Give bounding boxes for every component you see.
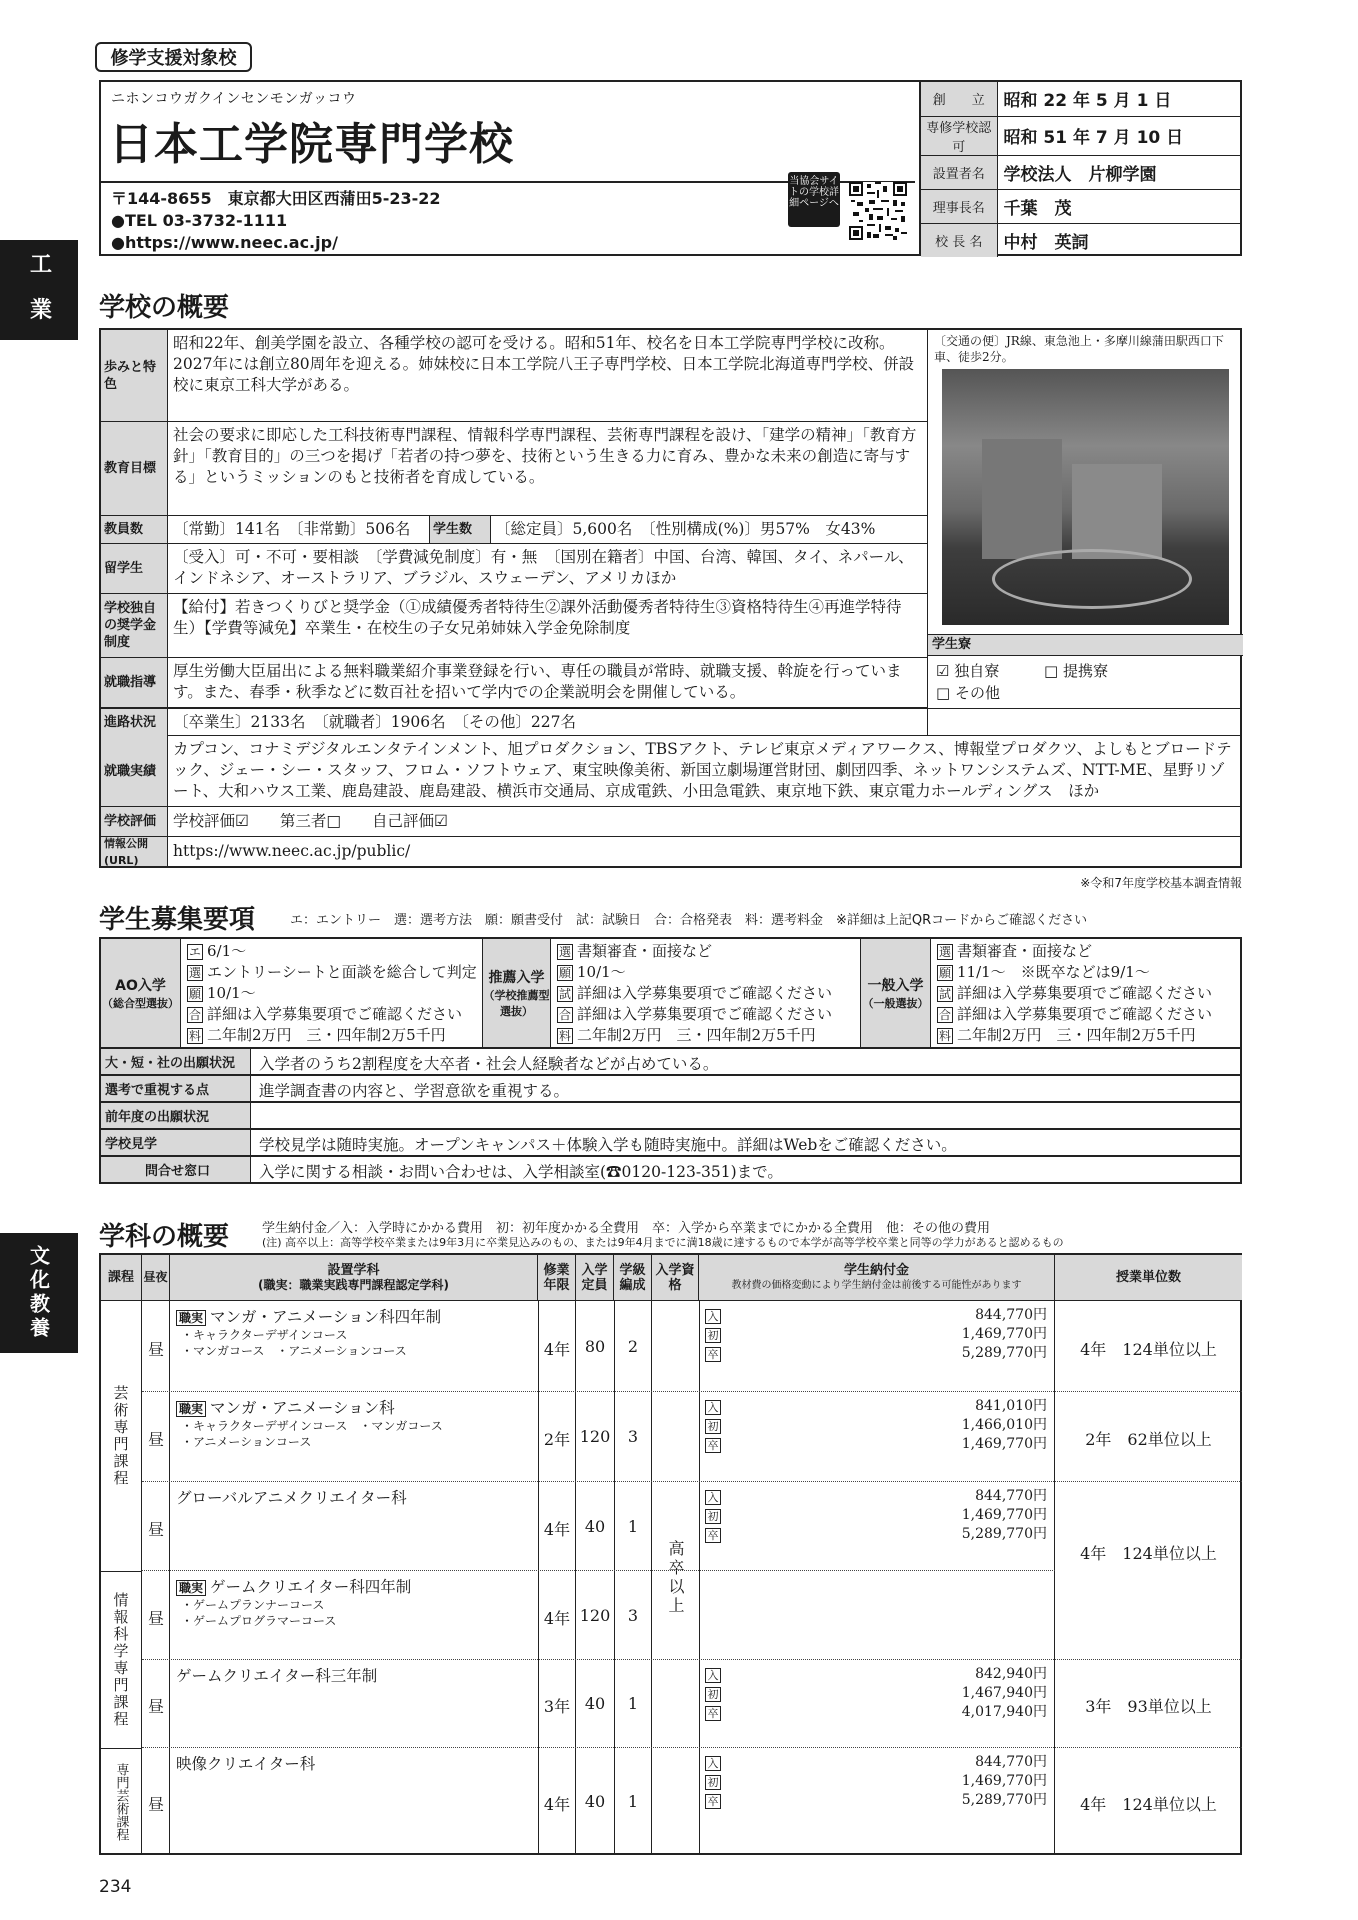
suisen-head (483, 939, 551, 1047)
fee-key-badge: 卒 (705, 1794, 721, 1809)
fee-value: 5,289,770円 (961, 1792, 1047, 1808)
departments-table (99, 1253, 1242, 1855)
recruit-row-label: 学校見学 (101, 1130, 251, 1155)
text-goal: 社会の要求に即応した工科技術専門課程、情報科学専門課程、芸術専門課程を設け、「建学の精神」「教育方針」「教育目的」の三つを掲げ「若者の持つ夢を、技術という生きる力に育み、豊かな未来の創造に寄与する」というミッションのもと技術者を育成している。 (173, 426, 917, 486)
label-goal: 教育目標 (101, 422, 168, 515)
text-students: 〔総定員〕5,600名 〔性別構成(%)〕男57% 女43% (495, 520, 876, 538)
overview-row-path (101, 708, 1242, 736)
recruit-line (937, 983, 1212, 1004)
recruit-row-label: 問合せ窓口 (101, 1157, 251, 1182)
time-cell: 昼 (147, 1430, 164, 1449)
fee-value: 844,770円 (975, 1754, 1047, 1770)
fee-value: 4,017,940円 (961, 1704, 1047, 1720)
ao-title: AO入学 (115, 978, 166, 994)
dept-name (176, 1486, 536, 1508)
recruit-line-text: 詳細は入学募集要項でご確認ください (957, 1005, 1213, 1023)
time-cell: 昼 (147, 1697, 164, 1716)
fee-key-badge: 入 (705, 1490, 721, 1505)
capacity-cell: 120 (579, 1606, 611, 1625)
info-chairman: 千葉 茂 (997, 189, 1242, 223)
fee-key-badge: 入 (705, 1668, 721, 1683)
col-course: 課程 (101, 1255, 142, 1301)
fee-value: 1,469,770円 (961, 1436, 1047, 1452)
dept-name-text: ゲームクリエイター科四年制 (210, 1578, 412, 1596)
recruit-line (557, 1004, 832, 1025)
suisen-body (551, 939, 861, 1047)
label-disclose: 情報公開(URL) (101, 837, 168, 866)
col-cls: 学級編成 (614, 1255, 652, 1301)
recruit-row-text: 学校見学は随時実施。オープンキャンパス＋体験入学も随時実施中。詳細はWebをご確認ください。 (259, 1136, 957, 1154)
department-row (101, 1392, 1242, 1482)
recruit-grid (99, 937, 1242, 1049)
text-scholarship: 【給付】若きつくりびと奨学金（①成績優秀者特待生②課外活動優秀者特待生③資格特待生④再進学特待生）【学費等減免】卒業生・在校生の子女兄弟姉妹入学金免除制度 (173, 598, 902, 637)
recruit-key-badge: 料 (938, 1029, 951, 1043)
recruit-line-text: 二年制2万円 三・四年制2万5千円 (577, 1026, 816, 1044)
units-cell: 2年 62単位以上 (1085, 1430, 1212, 1449)
units-cell: 4年 124単位以上 (1080, 1795, 1217, 1814)
recruit-line-text: 二年制2万円 三・四年制2万5千円 (207, 1026, 446, 1044)
label-intl: 留学生 (101, 544, 168, 593)
building-shape (982, 439, 1062, 559)
overview-table (99, 328, 1242, 868)
school-header (99, 80, 1242, 256)
fee-value: 1,469,770円 (961, 1326, 1047, 1342)
department-row (101, 1748, 1242, 1855)
recruit-key-badge: 料 (188, 1029, 201, 1043)
overview-row-staff (101, 516, 927, 544)
info-label: 設置者名 (921, 155, 997, 189)
ippan-title: 一般入学 (867, 978, 924, 994)
col-cap: 入学定員 (576, 1255, 614, 1301)
recruit-line (937, 1004, 1212, 1025)
col-fee-title: 学生納付金 (843, 1262, 909, 1278)
units-cell: 4年 124単位以上 (1080, 1340, 1217, 1359)
text-results: カプコン、コナミデジタルエンタテインメント、旭プロダクション、TBSアクト、テレビ東京メディアワークス、博報堂プロダクツ、よしもとブロードテック、ジェー・シー・スタッフ、フロム・ソフトウェア、東宝映像美術、新国立劇場運営財団、劇団四季、ネットワンシステムズ、NTT-ME、星野リゾート、大和ハウス工業、鹿島建設、鹿島建設、横浜市交通局、京成電鉄、小田急電鉄、東京地下鉄、東京電力ホールディングス ほか (173, 740, 1232, 800)
depts-title: 学科の概要 (99, 1222, 230, 1252)
fee-value: 1,469,770円 (961, 1773, 1047, 1789)
fee-value: 1,466,010円 (961, 1417, 1047, 1433)
ippan-body (931, 939, 1240, 1047)
recruit-info-row (99, 1103, 1242, 1130)
recruit-row-text: 進学調査書の内容と、学習意欲を重視する。 (259, 1082, 570, 1100)
building-shape (1072, 464, 1162, 559)
capacity-cell: 40 (584, 1517, 606, 1536)
dept-name-text: マンガ・アニメーション科四年制 (210, 1308, 442, 1326)
recruit-key-badge: 合 (188, 1008, 201, 1022)
recruit-row-label: 前年度の出願状況 (101, 1103, 251, 1128)
recruit-line (937, 962, 1150, 983)
col-fee-sub: 教材費の価格変動により学生納付金は前後する可能性があります (731, 1279, 1022, 1291)
fee-value: 5,289,770円 (961, 1526, 1047, 1542)
years-cell: 4年 (543, 1795, 571, 1814)
label-students: 学生数 (429, 516, 491, 543)
capacity-cell: 40 (584, 1792, 606, 1811)
recruit-key-badge: 選 (558, 945, 571, 959)
col-years: 修業年限 (538, 1255, 576, 1301)
school-info-table (919, 82, 1242, 254)
recruit-row-text: 入学者のうち2割程度を大卒者・社会人経験者などが占めている。 (259, 1055, 719, 1073)
recruit-line (187, 1004, 462, 1025)
qr-label: 当協会サイトの学校詳細ページへ (788, 172, 840, 227)
address: 〒144-8655 東京都大田区西蒲田5-23-22 (111, 189, 441, 208)
recruit-line (557, 1025, 816, 1046)
recruit-key-badge: 試 (558, 987, 571, 1001)
fee-key-badge: 初 (705, 1775, 721, 1790)
recruit-line (937, 1025, 1196, 1046)
text-staff: 〔常勤〕141名 〔非常勤〕506名 (173, 520, 411, 538)
recruit-line-text: 詳細は入学募集要項でご確認ください (577, 1005, 833, 1023)
col-fee (699, 1255, 1055, 1301)
disclose-link[interactable]: https://www.neec.ac.jp/public/ (173, 842, 411, 860)
recruit-line-text: 10/1〜 (207, 984, 256, 1002)
recruit-line (557, 983, 832, 1004)
recruit-line (557, 962, 626, 983)
ippan-sub: （一般選抜） (862, 997, 929, 1010)
info-founded: 昭和 22 年 5 月 1 日 (997, 82, 1242, 116)
dept-name (176, 1664, 536, 1686)
campus-photo (942, 369, 1229, 625)
overview-row-disclose (101, 837, 1242, 868)
label-eval: 学校評価 (101, 807, 168, 836)
depts-legend: 学生納付金／入：入学時にかかる費用 初：初年度かかる全費用 卒：入学から卒業までにかかる全費用 他：その他の費用 (262, 1221, 991, 1236)
label-staff: 教員数 (101, 516, 168, 543)
years-cell: 4年 (543, 1340, 571, 1359)
time-cell: 昼 (147, 1520, 164, 1539)
recruit-line-text: 書類審査・面接など (577, 942, 713, 960)
depts-note: (注) 高卒以上：高等学校卒業または9年3月に卒業見込みのもの、または9年4月までに満18歳に達するもので本学が高等学校卒業と同等の学力があると認めるもの (262, 1236, 1064, 1249)
overview-row-scholarship (101, 594, 927, 658)
recruit-info-row (99, 1076, 1242, 1103)
course-item: ・ゲームプログラマーコース (181, 1614, 337, 1628)
dept-name (176, 1305, 536, 1327)
support-target-tag: 修学支援対象校 (95, 42, 252, 72)
info-approval: 昭和 51 年 7 月 10 日 (997, 116, 1242, 155)
recruit-line (937, 941, 1092, 962)
recruit-key-badge: 願 (938, 966, 951, 980)
course-item: ・マンガコース ・アニメーションコース (181, 1344, 407, 1358)
shokujitsu-badge: 職実 (176, 1580, 206, 1596)
course-item: ・キャラクターデザインコース (181, 1328, 348, 1342)
capacity-cell: 120 (579, 1427, 611, 1446)
dorm-partner[interactable]: □ 提携寮 (1044, 662, 1108, 680)
fee-key-badge: 入 (705, 1756, 721, 1771)
time-cell: 昼 (147, 1340, 164, 1359)
fee-key-badge: 卒 (705, 1347, 721, 1362)
dept-name-text: 映像クリエイター科 (176, 1755, 316, 1773)
text-intl: 〔受入〕可・不可・要相談 〔学費減免制度〕有・無 〔国別在籍者〕中国、台湾、韓国、タイ、ネパール、インドネシア、オーストラリア、ブラジル、スウェーデン、アメリカほか (173, 548, 914, 587)
dorm-label: 学生寮 (928, 634, 1243, 656)
col-dept (170, 1255, 538, 1301)
ao-head (101, 939, 181, 1047)
shokujitsu-badge: 職実 (176, 1310, 206, 1326)
school-contact (111, 188, 441, 254)
fee-value: 842,940円 (975, 1666, 1047, 1682)
dorm-own[interactable]: ☑ 独自寮 (936, 662, 1000, 680)
ao-body (181, 939, 483, 1047)
col-dept-sub: (職実：職業実践専門課程認定学科) (258, 1277, 449, 1292)
entry-qualification: 高卒以上 (666, 1540, 685, 1616)
years-cell: 3年 (543, 1697, 571, 1716)
course-item: ・キャラクターデザインコース ・マンガコース (181, 1419, 443, 1433)
class-cell: 3 (627, 1427, 639, 1446)
page-number: 234 (99, 1877, 132, 1897)
dept-name-text: ゲームクリエイター科三年制 (176, 1667, 378, 1685)
access-text: 〔交通の便〕JR線、東急池上・多摩川線蒲田駅西口下車、徒歩2分。 (934, 334, 1224, 364)
recruit-line-text: 11/1〜 ※既卒などは9/1〜 (957, 963, 1150, 981)
fee-value: 844,770円 (975, 1307, 1047, 1323)
group-art2: 専門芸術課程 (101, 1748, 142, 1855)
recruit-info-row (99, 1130, 1242, 1157)
recruit-line-text: 6/1〜 (207, 942, 247, 960)
recruit-info-row (99, 1157, 1242, 1184)
class-cell: 2 (627, 1337, 639, 1356)
fee-key-badge: 初 (705, 1509, 721, 1524)
recruit-key-badge: 合 (938, 1008, 951, 1022)
recruit-line-text: 二年制2万円 三・四年制2万5千円 (957, 1026, 1196, 1044)
plaza-circle (992, 549, 1192, 609)
years-cell: 2年 (543, 1430, 571, 1449)
suisen-sub: （学校推薦型選抜） (483, 989, 550, 1018)
text-eval: 学校評価☑ 第三者□ 自己評価☑ (173, 812, 448, 830)
class-cell: 1 (627, 1517, 639, 1536)
col-dept-title: 設置学科 (327, 1262, 380, 1278)
recruit-line-text: エントリーシートと面談を総合して判定 (207, 963, 477, 981)
recruit-key-badge: 願 (188, 987, 201, 1001)
fee-value: 1,469,770円 (961, 1507, 1047, 1523)
dorm-other[interactable]: □ その他 (936, 684, 1000, 702)
group-art: 芸術専門課程 (101, 1301, 142, 1571)
overview-row-eval (101, 807, 1242, 837)
department-row (101, 1301, 1242, 1392)
recruit-legend: エ：エントリー 選：選考方法 願：願書受付 試：試験日 合：合格発表 料：選考料金 ※詳細は上記QRコードからご確認ください (290, 913, 1088, 928)
capacity-cell: 40 (584, 1694, 606, 1713)
group-info: 情報科学専門課程 (101, 1571, 142, 1748)
shokujitsu-badge: 職実 (176, 1401, 206, 1417)
fee-key-badge: 初 (705, 1687, 721, 1702)
dept-name-text: マンガ・アニメーション科 (210, 1399, 395, 1417)
telephone: ●TEL 03-3732-1111 (111, 211, 288, 230)
recruit-key-badge: エ (188, 945, 201, 959)
dept-name-text: グローバルアニメクリエイター科 (176, 1489, 407, 1507)
overview-row-results (101, 736, 1242, 807)
website-link[interactable]: ●https://www.neec.ac.jp/ (111, 233, 338, 252)
suisen-title: 推薦入学 (488, 970, 545, 986)
label-scholarship: 学校独自の奨学金制度 (101, 594, 168, 657)
info-label: 校 長 名 (921, 223, 997, 257)
fee-key-badge: 卒 (705, 1438, 721, 1453)
category-tab-culture[interactable]: 文化教養 (0, 1233, 78, 1353)
class-cell: 1 (627, 1694, 639, 1713)
fee-value: 841,010円 (975, 1398, 1047, 1414)
recruit-line (187, 1025, 446, 1046)
recruit-title: 学生募集要項 (99, 905, 256, 935)
recruit-key-badge: 選 (188, 966, 201, 980)
text-path: 〔卒業生〕2133名 〔就職者〕1906名 〔その他〕227名 (173, 713, 576, 731)
label-path: 進路状況 (101, 709, 168, 736)
recruit-row-label: 大・短・社の出願状況 (101, 1049, 251, 1074)
recruit-key-badge: 試 (938, 987, 951, 1001)
survey-note: ※令和7年度学校基本調査情報 (1080, 876, 1242, 890)
fee-key-badge: 初 (705, 1328, 721, 1343)
overview-row-goal (101, 422, 927, 516)
recruit-line-text: 詳細は入学募集要項でご確認ください (957, 984, 1213, 1002)
fee-value: 844,770円 (975, 1488, 1047, 1504)
years-cell: 4年 (543, 1520, 571, 1539)
text-history: 昭和22年、創美学園を設立、各種学校の認可を受ける。昭和51年、校名を日本工学院専門学校に改称。2027年には創立80周年を迎える。姉妹校に日本工学院八王子専門学校、日本工学院北海道専門学校、併設校に東京工科大学がある。 (173, 334, 915, 394)
fee-key-badge: 卒 (705, 1528, 721, 1543)
col-time: 昼夜 (142, 1255, 170, 1301)
recruit-line-text: 書類審査・面接など (957, 942, 1093, 960)
recruit-line (187, 941, 246, 962)
dept-name (176, 1575, 536, 1597)
years-cell: 4年 (543, 1609, 571, 1628)
col-units: 授業単位数 (1055, 1255, 1242, 1301)
recruit-line-text: 10/1〜 (577, 963, 626, 981)
fee-value: 1,467,940円 (961, 1685, 1047, 1701)
recruit-key-badge: 合 (558, 1008, 571, 1022)
fee-key-badge: 初 (705, 1419, 721, 1434)
recruit-line (557, 941, 712, 962)
fee-key-badge: 卒 (705, 1706, 721, 1721)
course-item: ・アニメーションコース (181, 1435, 312, 1449)
recruit-info-row (99, 1049, 1242, 1076)
info-principal: 中村 英詞 (1003, 232, 1089, 253)
overview-row-history (101, 330, 927, 422)
fee-value: 5,289,770円 (961, 1345, 1047, 1361)
recruit-row-text: 入学に関する相談・お問い合わせは、入学相談室(☎0120-123-351)まで。 (259, 1163, 783, 1181)
time-cell: 昼 (147, 1795, 164, 1814)
label-job: 就職指導 (101, 658, 168, 707)
school-name: 日本工学院専門学校 (109, 119, 514, 170)
category-tab-industry[interactable]: 工 業 (0, 240, 78, 340)
qr-code-icon[interactable] (849, 182, 907, 240)
recruit-line-text: 詳細は入学募集要項でご確認ください (207, 1005, 463, 1023)
label-results: 就職実績 (101, 736, 168, 806)
recruit-line-text: 詳細は入学募集要項でご確認ください (577, 984, 833, 1002)
time-cell: 昼 (147, 1609, 164, 1628)
course-item: ・ゲームプランナーコース (181, 1598, 325, 1612)
fee-key-badge: 入 (705, 1400, 721, 1415)
dept-name (176, 1396, 536, 1418)
col-qual: 入学資格 (652, 1255, 699, 1301)
overview-row-job (101, 658, 927, 708)
recruit-line (187, 962, 477, 983)
dept-name (176, 1752, 536, 1774)
school-name-kana: ニホンコウガクインセンモンガッコウ (111, 91, 357, 107)
units-cell: 3年 93単位以上 (1085, 1697, 1212, 1716)
overview-row-intl (101, 544, 927, 594)
class-cell: 3 (627, 1606, 639, 1625)
recruit-key-badge: 料 (558, 1029, 571, 1043)
info-label: 創 立 (921, 82, 997, 116)
label-history: 歩みと特色 (101, 330, 168, 421)
ippan-head (861, 939, 931, 1047)
overview-title: 学校の概要 (99, 293, 230, 323)
capacity-cell: 80 (584, 1337, 606, 1356)
department-row (101, 1544, 1242, 1660)
info-label: 理事長名 (921, 189, 997, 223)
class-cell: 1 (627, 1792, 639, 1811)
info-founder: 学校法人 片柳学園 (997, 155, 1242, 189)
text-job: 厚生労働大臣届出による無料職業紹介事業登録を行い、専任の職員が常時、就職支援、斡旋を行っています。また、春季・秋季などに数百社を招いて学内での企業説明会を開催している。 (173, 662, 902, 701)
recruit-key-badge: 願 (558, 966, 571, 980)
recruit-row-label: 選考で重視する点 (101, 1076, 251, 1101)
access-panel (927, 330, 1242, 736)
units-cell: 4年 124単位以上 (1080, 1544, 1217, 1563)
ao-sub: （総合型選抜） (102, 997, 179, 1010)
recruit-key-badge: 選 (938, 945, 951, 959)
department-row (101, 1660, 1242, 1748)
info-label: 専修学校認可 (921, 116, 997, 155)
recruit-line (187, 983, 256, 1004)
fee-key-badge: 入 (705, 1309, 721, 1324)
